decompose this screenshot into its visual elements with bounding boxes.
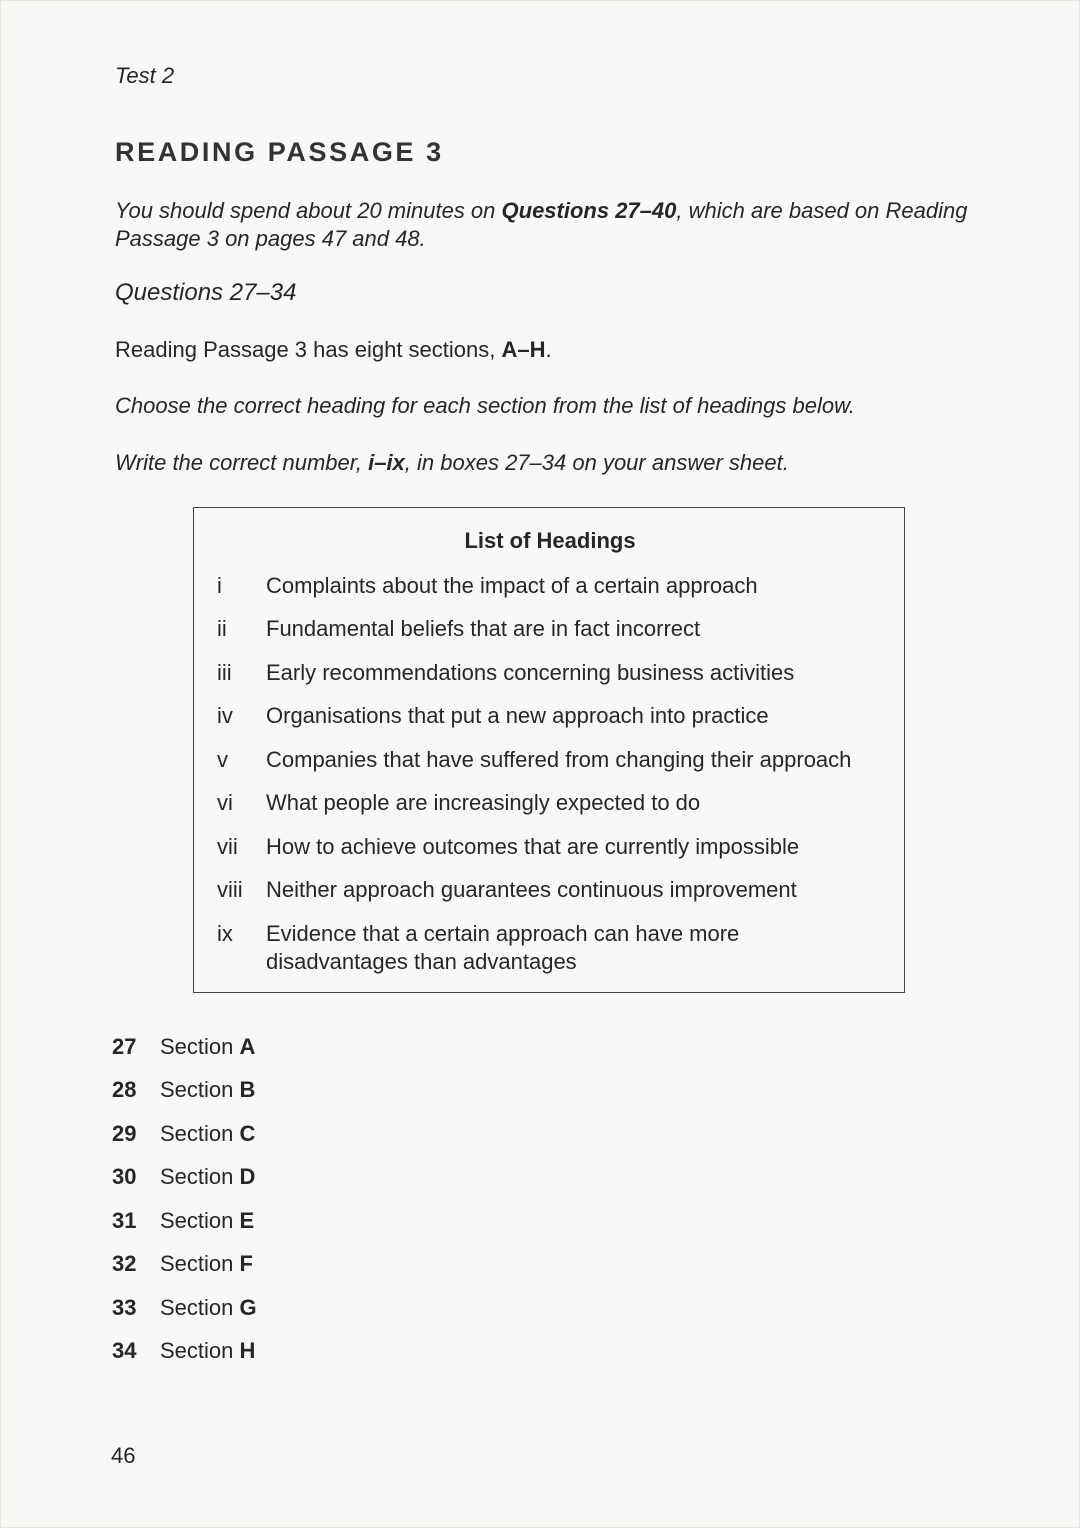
question-number: 34 [112,1338,137,1363]
section-word: Section [160,1208,240,1233]
heading-numeral: ii [217,616,227,641]
section-word: Section [160,1034,240,1059]
intro-questions-bold: Questions 27–40 [501,198,677,223]
section-word: Section [160,1251,240,1276]
section-word: Section [160,1164,240,1189]
sections-note [115,336,995,364]
heading-numeral: vii [217,834,238,859]
section-word: Section [160,1121,240,1146]
heading-text: How to achieve outcomes that are currently impossible [266,834,800,859]
write-instruction-range: i–ix [368,450,405,475]
choose-instruction: Choose the correct heading for each section from the list of headings below. [115,393,855,418]
headings-box [193,507,905,993]
section-letter: G [239,1295,257,1320]
sections-note-suffix: . [545,337,552,362]
intro-text-1: You should spend about 20 minutes on [115,198,502,223]
section-word: Section [160,1338,240,1363]
section-letter: D [239,1164,256,1189]
section-letter: B [239,1077,256,1102]
heading-text: Evidence that a certain approach can have more disadvantages than advantages [266,921,740,974]
heading-text: What people are increasingly expected to do [266,790,701,815]
question-number: 32 [112,1251,137,1276]
question-label [160,1251,253,1277]
intro-instruction [115,197,995,253]
question-label [160,1121,255,1147]
heading-numeral: v [217,747,228,772]
heading-numeral: vi [217,790,233,815]
section-word: Section [160,1295,240,1320]
section-letter: A [239,1034,256,1059]
question-number: 30 [112,1164,137,1189]
passage-title: READING PASSAGE 3 [115,137,444,167]
headings-box-title: List of Headings [464,528,636,553]
heading-text: Fundamental beliefs that are in fact incorrect [266,616,701,641]
heading-numeral: iii [217,660,232,685]
section-letter: E [239,1208,255,1233]
heading-numeral: i [217,573,222,598]
question-label [160,1034,255,1060]
heading-numeral: ix [217,921,233,946]
heading-text: Organisations that put a new approach into practice [266,703,769,728]
heading-text: Early recommendations concerning business activities [266,660,795,685]
question-number: 28 [112,1077,137,1102]
sections-note-prefix: Reading Passage 3 has eight sections, [115,337,502,362]
question-label [160,1208,254,1234]
question-range: Questions 27–34 [115,279,297,306]
section-word: Section [160,1077,240,1102]
intro-text-2: , which are based on Reading Passage 3 on pages 47 and 48. [115,198,968,251]
question-label [160,1295,257,1321]
write-instruction-prefix: Write the correct number, [115,450,369,475]
section-letter: F [239,1251,253,1276]
question-number: 29 [112,1121,137,1146]
question-label [160,1164,255,1190]
question-number: 27 [112,1034,137,1059]
section-letter: H [239,1338,256,1363]
question-number: 33 [112,1295,137,1320]
running-head: Test 2 [115,63,175,88]
write-instruction [115,449,995,477]
question-label [160,1077,255,1103]
question-label [160,1338,255,1364]
sections-note-range: A–H [501,337,546,362]
question-number: 31 [112,1208,137,1233]
write-instruction-suffix: , in boxes 27–34 on your answer sheet. [404,450,789,475]
heading-numeral: viii [217,877,243,902]
heading-text: Complaints about the impact of a certain approach [266,573,758,598]
section-letter: C [239,1121,256,1146]
heading-numeral: iv [217,703,233,728]
heading-text: Companies that have suffered from changing their approach [266,747,852,772]
heading-text: Neither approach guarantees continuous improvement [266,877,797,902]
page-number: 46 [111,1443,136,1468]
